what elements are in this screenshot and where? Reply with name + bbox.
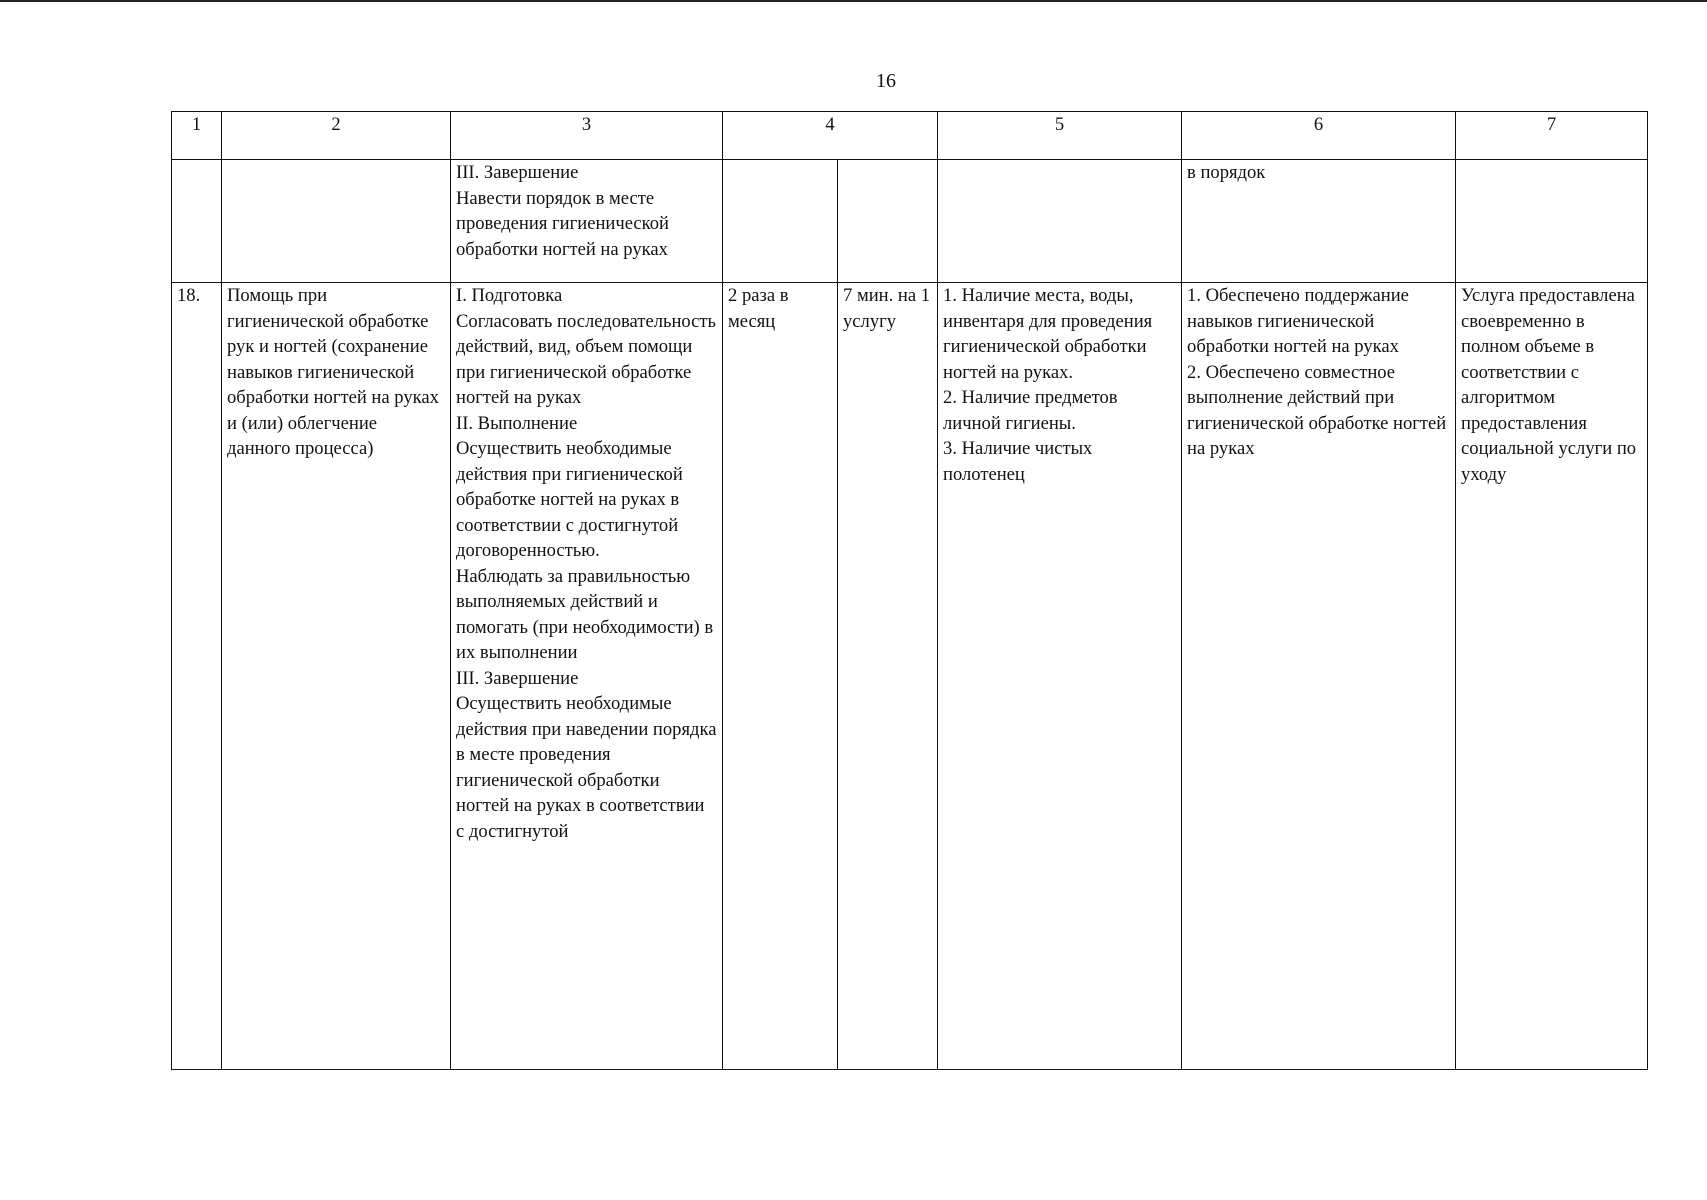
cont-results-cell: в порядок — [1182, 160, 1456, 283]
table-row-18 — [172, 283, 1648, 1070]
header-cell-7: 7 — [1456, 112, 1648, 160]
assessment-cell: Услуга предоставлена своевременно в полном объеме в соответствии с алгоритмом предоставления социальной услуги по уходу — [1456, 283, 1648, 1070]
header-cell-1: 1 — [172, 112, 222, 160]
table-header-row — [172, 112, 1648, 160]
header-cell-5: 5 — [938, 112, 1182, 160]
frequency-cell: 2 раза в месяц — [723, 283, 838, 1070]
service-description-cell: I. Подготовка Согласовать последовательность действий, вид, объем помощи при гигиенической обработке ногтей на руках II. Выполнение Осуществить необходимые действия при гигиенической обработке ногтей на руках в соответствии с достигнутой договоренностью. Наблюдать за правильностью выполняемых действий и помогать (при необходимости) в их выполнении III. Завершение Осуществить необходимые действия при наведении порядка в месте проведения гигиенической обработки ногтей на руках в соответствии с достигнутой — [451, 283, 723, 1070]
header-cell-3: 3 — [451, 112, 723, 160]
cont-conditions-cell — [938, 160, 1182, 283]
cont-number-cell — [172, 160, 222, 283]
conditions-cell: 1. Наличие места, воды, инвентаря для проведения гигиенической обработки ногтей на руках. 2. Наличие предметов личной гигиены. 3. Наличие чистых полотенец — [938, 283, 1182, 1070]
header-cell-2: 2 — [222, 112, 451, 160]
header-cell-6: 6 — [1182, 112, 1456, 160]
cont-frequency-cell — [723, 160, 838, 283]
continuation-row — [172, 160, 1648, 283]
cont-description-cell: III. Завершение Навести порядок в месте проведения гигиенической обработки ногтей на руках — [451, 160, 723, 283]
results-cell: 1. Обеспечено поддержание навыков гигиенической обработки ногтей на руках 2. Обеспечено совместное выполнение действий при гигиенической обработке ногтей на руках — [1182, 283, 1456, 1070]
services-table — [171, 111, 1648, 1070]
service-name-cell: Помощь при гигиенической обработке рук и ногтей (сохранение навыков гигиенической обработки ногтей на руках и (или) облегчение данного процесса) — [222, 283, 451, 1070]
cont-duration-cell — [838, 160, 938, 283]
header-cell-4: 4 — [723, 112, 938, 160]
duration-cell: 7 мин. на 1 услугу — [838, 283, 938, 1070]
row-number-cell: 18. — [172, 283, 222, 1070]
page-top-border — [0, 0, 1707, 2]
cont-assessment-cell — [1456, 160, 1648, 283]
cont-service-cell — [222, 160, 451, 283]
page-number: 16 — [876, 70, 896, 92]
